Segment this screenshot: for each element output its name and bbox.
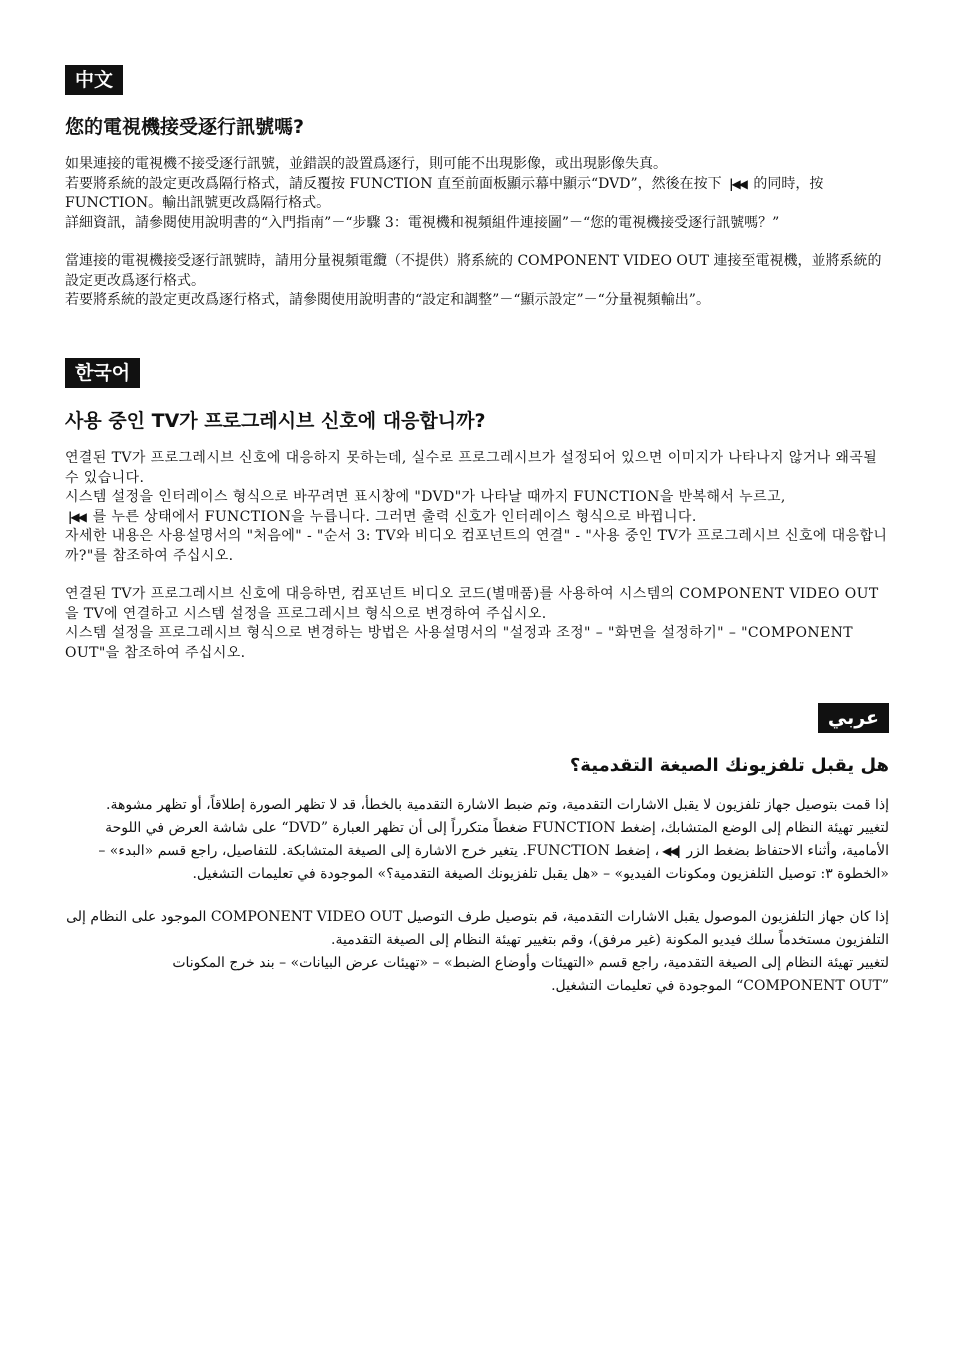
skip-back-icon: |◀◀ xyxy=(68,509,85,524)
language-tag-arabic: عربي xyxy=(818,703,889,733)
arabic-text-line: لتغيير تهيئة النظام إلى الوضع المتشابك، إضغط FUNCTION ضغطاً متكرراً إلى أن تظهر العبارة ”DVD“ على شاشة العرض في اللوحة الأمامية، وأثناء الاحتفاظ بضغط الزر |◀◀، إضغط FUNCTION. يتغير خرج الاشارة إلى الصيغة المتشابكة. للتفاصيل، راجع قسم «البدء» – «الخطوة ٣: توصيل التلفزيون ومكونات الفيديو» – «هل يقبل تلفزيونك الصيغة التقدمية؟» الموجودة في تعليمات التشغيل. xyxy=(98,820,889,882)
chinese-text-line: 如果連接的電視機不接受逐行訊號，並錯誤的設置爲逐行，則可能不出現影像，或出現影像失真。 xyxy=(65,156,667,172)
korean-text-line: 연결된 TV가 프로그레시브 신호에 대응하지 못하는데, 실수로 프로그레시브가 설정되어 있으면 이미지가 나타나지 않거나 왜곡될 수 있습니다. xyxy=(65,450,878,486)
chinese-text-line: 若要將系統的設定更改爲逐行格式，請參閱使用說明書的“設定和調整”－“顯示設定”－“分量視頻輸出”。 xyxy=(65,292,710,308)
section-korean xyxy=(65,358,889,663)
korean-heading: 사용 중인 TV가 프로그레시브 신호에 대응합니까? xyxy=(65,410,486,432)
skip-back-icon: |◀◀ xyxy=(729,176,746,191)
korean-text-line: 연결된 TV가 프로그레시브 신호에 대응하면, 컴포넌트 비디오 코드(별매품)를 사용하여 시스템의 COMPONENT VIDEO OUT을 TV에 연결하고 시스템 설정을 프로그레시브 형식으로 변경하여 주십시오. xyxy=(65,586,879,622)
korean-text-line: |◀◀ 를 누른 상태에서 FUNCTION을 누릅니다. 그러면 출력 신호가 인터레이스 형식으로 바뀝니다. xyxy=(65,508,889,528)
section-arabic xyxy=(65,703,889,998)
arabic-text-line: إذا كان جهاز التلفزيون الموصول يقبل الاشارات التقدمية، قم بتوصيل طرف التوصيل COMPONENT VIDEO OUT الموجود على النظام إلى التلفزيون مستخدماً سلك فيديو المكونة (غير مرفق)، وقم بتغيير تهيئة النظام إلى الصيغة التقدمية. xyxy=(66,909,889,948)
korean-paragraph-1 xyxy=(65,449,889,566)
korean-text-line: 시스템 설정을 인터레이스 형식으로 바꾸려면 표시창에 "DVD"가 나타날 때까지 FUNCTION을 반복해서 누르고, xyxy=(65,489,786,505)
arabic-heading: هل يقبل تلفزيونك الصيغة التقدمية؟ xyxy=(569,755,889,776)
korean-text-line: 자세한 내용은 사용설명서의 "처음에" - "순서 3: TV와 비디오 컴포넌트의 연결" - "사용 중인 TV가 프로그레시브 신호에 대응합니까?"를 참조하여 주십시오. xyxy=(65,528,888,564)
chinese-text-line: 當連接的電視機接受逐行訊號時，請用分量視頻電纜（不提供）將系統的 COMPONENT VIDEO OUT 連接至電視機，並將系統的設定更改爲逐行格式。 xyxy=(65,253,882,289)
chinese-paragraph-2 xyxy=(65,252,889,311)
chinese-heading: 您的電視機接受逐行訊號嗎? xyxy=(65,116,305,138)
arabic-text-line: لتغيير تهيئة النظام إلى الصيغة التقدمية، راجع قسم «التهيئات وأوضاع الضبط» – «تهيئات عرض البيانات» – بند خرج المكونات ”COMPONENT OUT“ الموجودة في تعليمات التشغيل. xyxy=(172,955,889,994)
arabic-text-line: إذا قمت بتوصيل جهاز تلفزيون لا يقبل الاشارات التقدمية، وتم ضبط الاشارة التقدمية بالخطأ، قد لا تظهر الصورة إطلاقاً، أو تظهر مشوهة. xyxy=(106,797,889,813)
arabic-paragraph-1 xyxy=(65,794,889,886)
skip-back-icon: |◀◀ xyxy=(662,844,679,858)
chinese-text-line: 若要將系統的設定更改爲隔行格式，請反覆按 FUNCTION 直至前面板顯示幕中顯示“DVD”，然後在按下 |◀◀ 的同時，按 FUNCTION。輸出訊號更改爲隔行格式。 xyxy=(65,175,824,211)
section-chinese xyxy=(65,65,889,311)
chinese-paragraph-1 xyxy=(65,155,889,233)
language-tag-korean: 한국어 xyxy=(65,358,140,388)
chinese-text-line: 詳細資訊，請參閱使用說明書的“入門指南”－“步驟 3：電視機和視頻組件連接圖”－“您的電視機接受逐行訊號嗎？” xyxy=(65,214,780,231)
korean-text-line: 시스템 설정을 프로그레시브 형식으로 변경하는 방법은 사용설명서의 "설정과 조정" – "화면을 설정하기" – "COMPONENT OUT"을 참조하여 주십시오. xyxy=(65,625,854,661)
arabic-paragraph-2 xyxy=(65,906,889,998)
language-tag-chinese: 中文 xyxy=(65,65,123,95)
korean-paragraph-2 xyxy=(65,585,889,663)
